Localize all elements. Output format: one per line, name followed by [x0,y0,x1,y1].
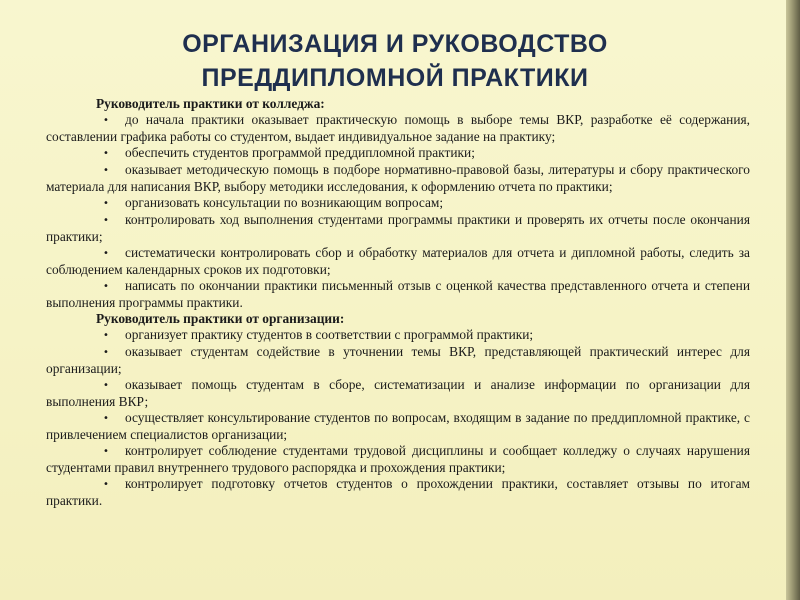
organization-item: • контролирует соблюдение студентами трудовой дисциплины и сообщает колледжу о случаях нарушения студентами правил внутреннего трудового распорядка и прохождения практики; [46,443,750,475]
college-item: • написать по окончании практики письменный отзыв с оценкой качества представленного отчета и степени выполнения программы практики. [46,278,750,310]
organization-item: • оказывает помощь студентам в сборе, систематизации и анализе информации по организации для выполнения ВКР; [46,377,750,409]
bullet-marker: • [103,479,109,490]
college-item: • обеспечить студентов программой преддипломной практики; [46,145,750,162]
bullet-marker: • [103,148,109,159]
college-item: • оказывает методическую помощь в подборе нормативно-правовой базы, литературы и сбору практического материала для написания ВКР, выбору методики исследования, к оформлению отчета по практики; [46,162,750,194]
slide-body [46,96,750,509]
slide-edge-bar [786,0,800,600]
college-item: • контролировать ход выполнения студентами программы практики и проверять их отчеты после окончания практики; [46,212,750,244]
title-line-2: ПРЕДДИПЛОМНОЙ ПРАКТИКИ [201,64,589,92]
college-item: • систематически контролировать сбор и обработку материалов для отчета и дипломной работы, следить за соблюдением календарных сроков их подготовки; [46,245,750,277]
organization-item: • контролирует подготовку отчетов студентов о прохождении практики, составляет отзывы по итогам практики. [46,476,750,508]
bullet-marker: • [103,413,109,424]
bullet-marker: • [103,446,109,457]
organization-heading: Руководитель практики от организации: [96,311,345,326]
bullet-marker: • [103,281,109,292]
bullet-marker: • [103,330,109,341]
bullet-marker: • [103,215,109,226]
bullet-marker: • [103,347,109,358]
college-heading: Руководитель практики от колледжа: [96,96,325,111]
college-item: • организовать консультации по возникающим вопросам; [46,195,750,212]
bullet-marker: • [103,198,109,209]
bullet-marker: • [103,165,109,176]
organization-item: • оказывает студентам содействие в уточнении темы ВКР, представляющей практический интерес для организации; [46,344,750,376]
title-line-1: ОРГАНИЗАЦИЯ И РУКОВОДСТВО [182,30,608,58]
bullet-marker: • [103,115,109,126]
slide-title [90,27,700,95]
college-intro: • до начала практики оказывает практическую помощь в выборе темы ВКР, разработке её содержания, составлении графика работы со студентом, выдает индивидуальное задание на практику; [46,112,750,144]
bullet-marker: • [103,248,109,259]
bullet-marker: • [103,380,109,391]
organization-item: • организует практику студентов в соответствии с программой практики; [46,327,750,344]
organization-item: • осуществляет консультирование студентов по вопросам, входящим в задание по преддипломной практике, с привлечением специалистов организации; [46,410,750,442]
